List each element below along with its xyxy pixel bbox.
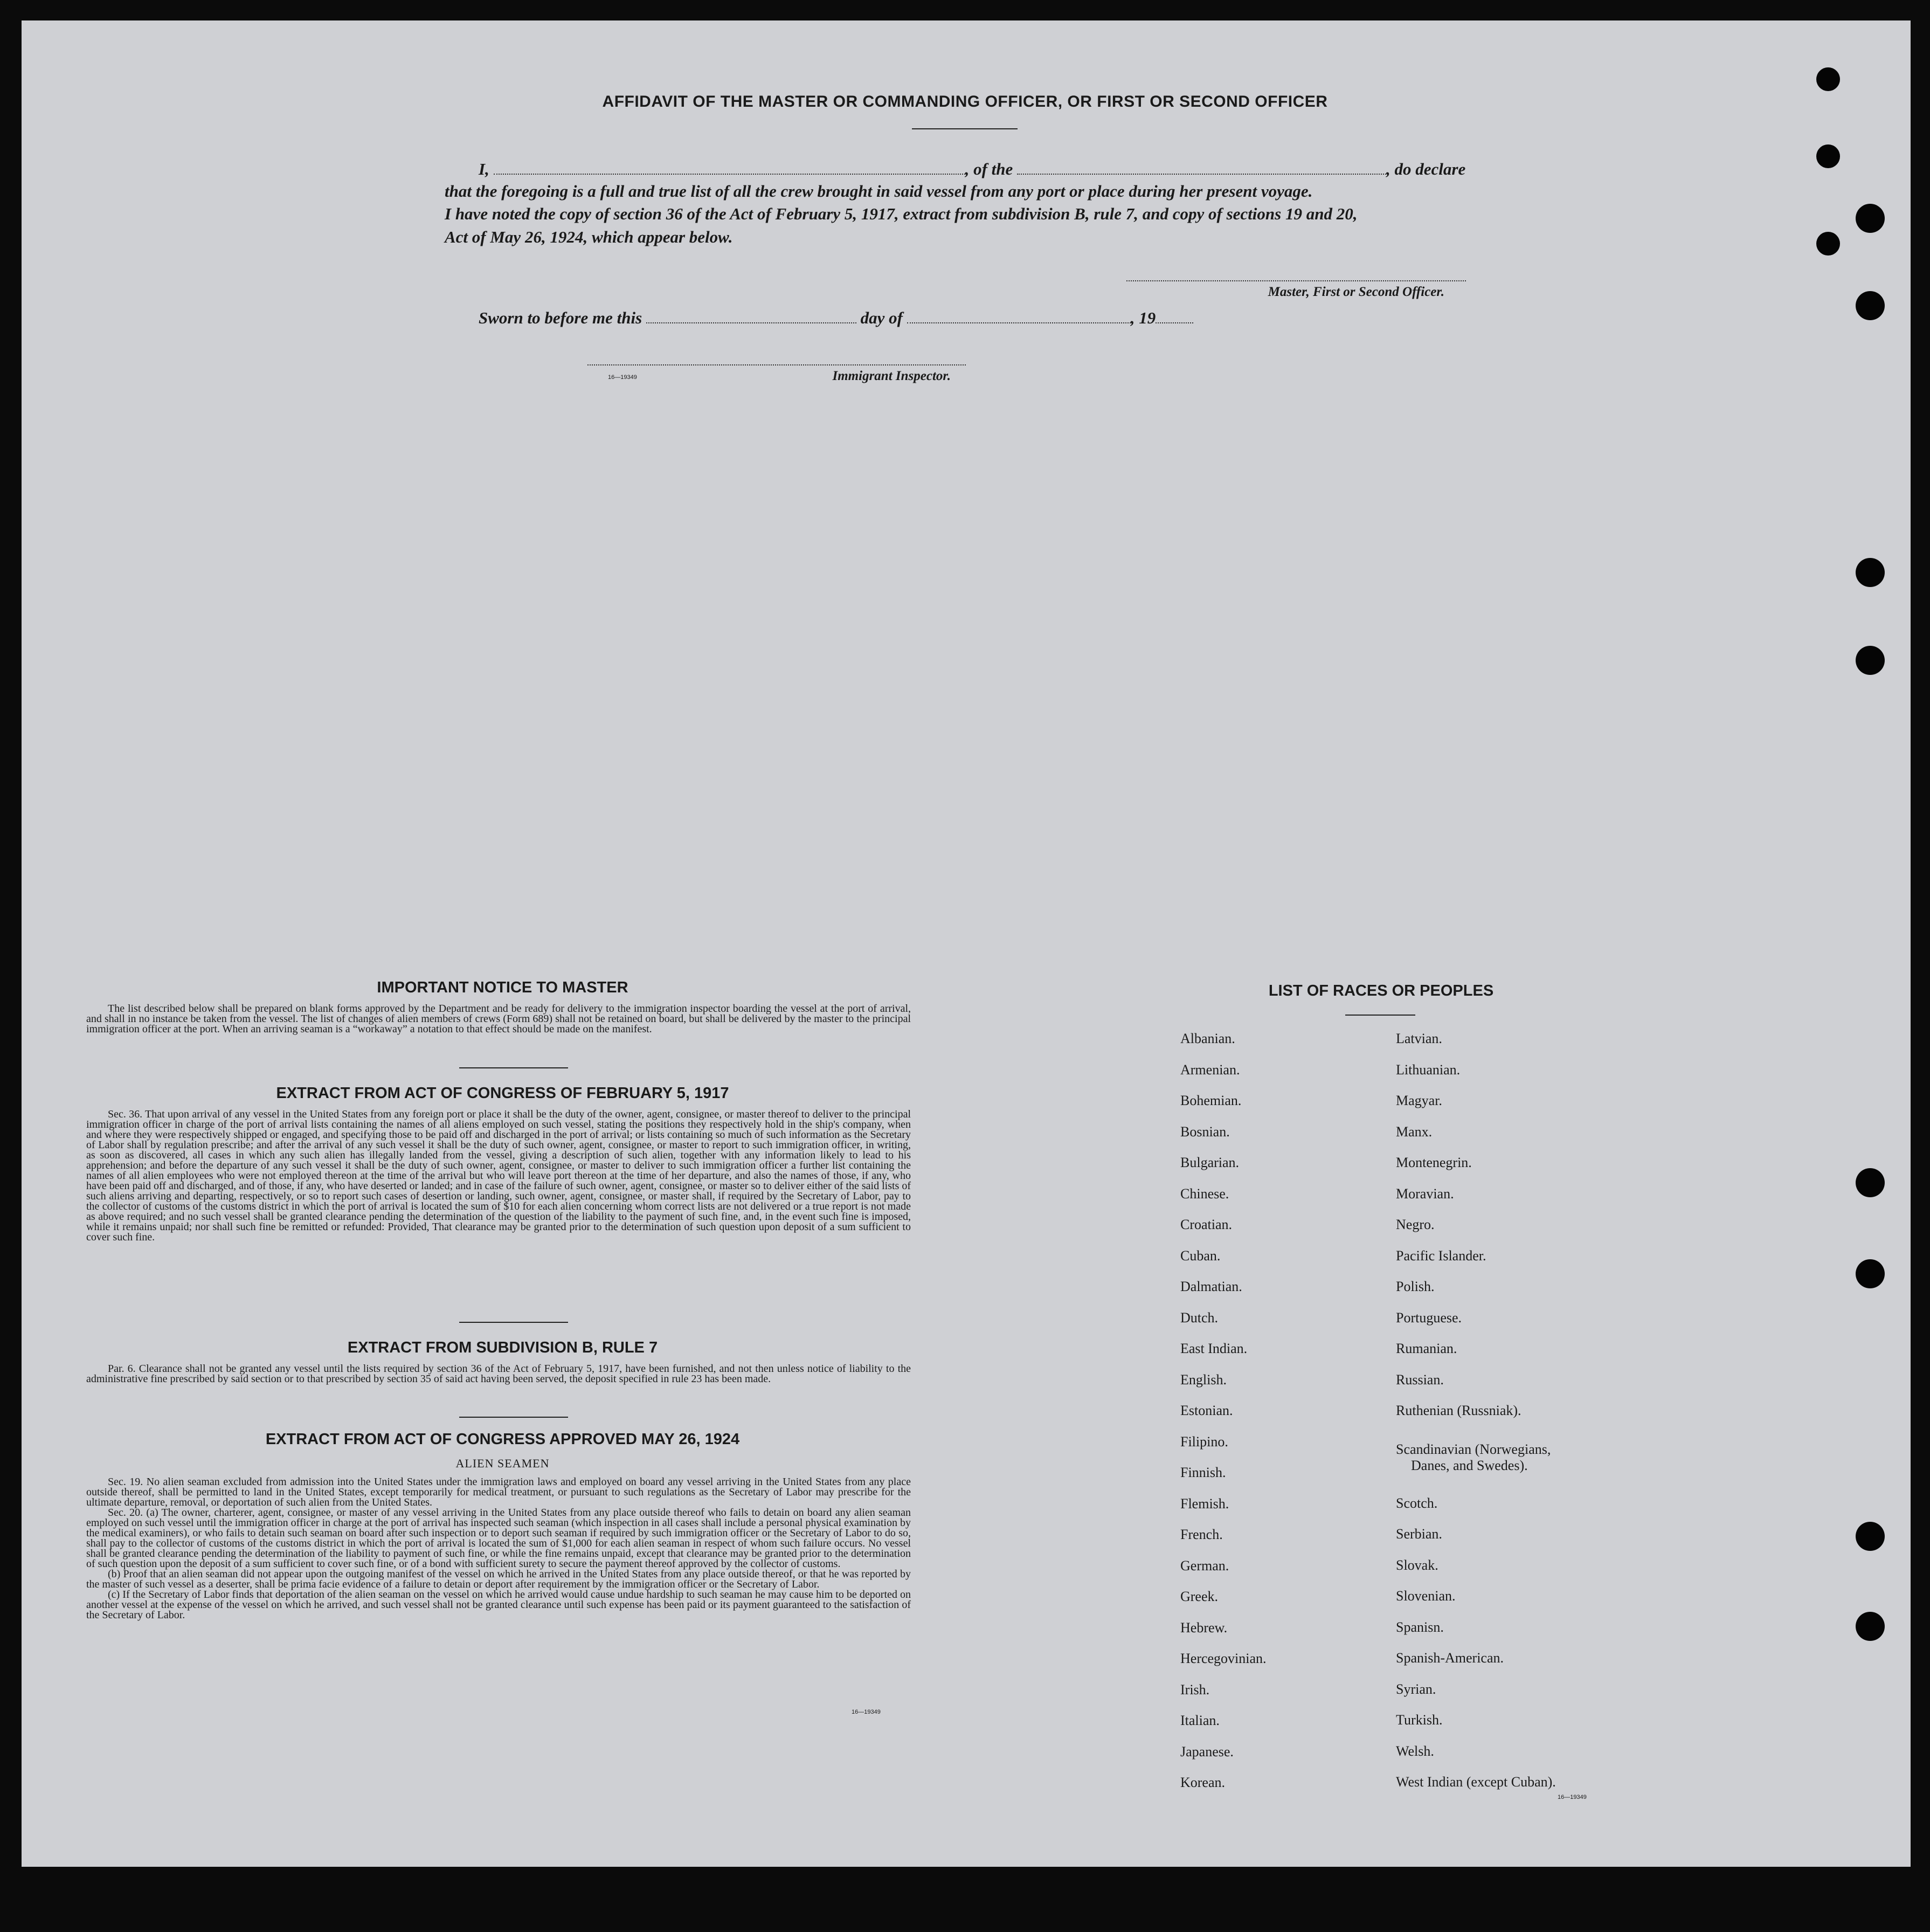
- extract-rule7-title: EXTRACT FROM SUBDIVISION B, RULE 7: [347, 1339, 658, 1356]
- extract-1917-paragraph: Sec. 36. That upon arrival of any vessel in the United States from any foreign port or place it shall be the duty of the owner, agent, consignee, or master thereof to deliver to the principal immigration officer in charge of the port of arrival lists containing the names of all aliens employed on such vessel, stating the positions they respectively hold in the ship's company, when and where they were respectively shipped or engaged, and specifying those to be paid off and discharged in the port of arrival; or lists containing so much of such information as the Secretary of Labor shall by regulation prescribe; and after the arrival of any such vessel it shall be the duty of such owner, agent, consignee, or master to report to such immigration officer, in writing, as soon as discovered, all cases in which any such alien has illegally landed from the vessel, giving a description of such alien, together with any information likely to lead to his apprehension; and before the departure of any such vessel it shall be the duty of such owner, agent, consignee, or master to deliver to such immigration officer a further list containing the names of all alien employees who were not employed thereon at the time of the arrival but who will leave port thereon at the time of her departure, and also the names of those, if any, who have been paid off and discharged, and of those, if any, who have deserted or landed; and in case of the failure of such owner, agent, consignee, or master so to deliver either of the said lists of such aliens arriving and departing, respectively, or so to report such cases of desertion or landing, such owner, agent, consignee, or master shall, if required by the Secretary of Labor, pay to the collector of customs of the customs district in which the port of arrival is located the sum of $10 for each alien concerning whom correct lists are not delivered or a true report is not made as above required; and no such vessel shall be granted clearance pending the determination of the question of the liability to the payment of such fine, and, in the event such fine is imposed, while it remains unpaid; nor shall such fine be remitted or refunded: Provided, That clearance may be granted prior to the determination of such question upon deposit of a sum sufficient to cover such fine.: [86, 1108, 911, 1243]
- race-item: Flemish.: [1180, 1495, 1229, 1512]
- notice-paragraph: The list described below shall be prepared on blank forms approved by the Department and be ready for delivery to the immigration inspector boarding the vessel at the port of arrival, and shall in no instance be taken from the vessel. The list of changes of alien members of crews (Form 689) shall not be retained on board, but shall be delivered by the master to the principal immigration officer at the port. When an arriving seaman is a “workaway” a notation to that effect should be made on the manifest.: [86, 1003, 911, 1035]
- punch-hole: [1856, 1259, 1885, 1288]
- race-item: Filipino.: [1180, 1433, 1228, 1450]
- section-19-paragraph: Sec. 19. No alien seaman excluded from admission into the United States under the immigration laws and employed on board any vessel arriving in the United States from any place outside thereof, shall be permitted to land in the United States, except temporarily for medical treatment, or pursuant to such regulations as the Secretary of Labor may prescribe for the ultimate departure, removal, or deportation of such alien from the United States.: [86, 1476, 911, 1508]
- extract-1917-text: [86, 1109, 911, 1243]
- section-20c-paragraph: (c) If the Secretary of Labor finds that deportation of the alien seaman on the vessel on which he arrived would cause undue hardship to such seaman he may cause him to be deported on another vessel at the expense of the vessel on which he arrived, and such vessel shall not be granted clearance until such expense has been paid or its payment guaranteed to the satisfaction of the Secretary of Labor.: [86, 1589, 911, 1621]
- extract-1924-title: EXTRACT FROM ACT OF CONGRESS APPROVED MAY 26, 1924: [265, 1431, 740, 1448]
- section-divider: [459, 1067, 568, 1068]
- punch-hole: [1816, 144, 1840, 168]
- race-item: Japanese.: [1180, 1743, 1234, 1760]
- race-item: Slovenian.: [1396, 1588, 1456, 1604]
- punch-hole: [1856, 204, 1885, 233]
- notice-title: IMPORTANT NOTICE TO MASTER: [377, 979, 628, 996]
- race-item: Estonian.: [1180, 1403, 1233, 1418]
- punch-hole: [1856, 646, 1885, 675]
- sworn-month-field[interactable]: [907, 310, 1131, 323]
- race-item: Finnish.: [1180, 1465, 1226, 1480]
- race-item: Dutch.: [1180, 1309, 1219, 1326]
- race-item: Armenian.: [1180, 1061, 1240, 1078]
- race-item: Rumanian.: [1396, 1341, 1457, 1356]
- race-item: Scotch.: [1396, 1495, 1438, 1511]
- section-20a-paragraph: Sec. 20. (a) The owner, charterer, agent, consignee, or master of any vessel arriving in the United States from any place outside thereof who fails to detain on board any alien seaman employed on such vessel until the immigration officer in charge at the port of arrival has inspected such seaman (which inspection in all cases shall include a personal physical examination by the medical examiners), or who fails to detain such seaman on board after such inspection or to deport such seaman if required by such immigration officer or the Secretary of Labor to do so, shall pay to the collector of customs of the customs district in which the port of arrival is located the sum of $1,000 for each alien seaman in respect of whom such failure occurs. No vessel shall be granted clearance pending the determination of the liability to payment of such fine, or while the fine remains unpaid, except that clearance may be granted prior to the determination of such question upon the deposit of a sum sufficient to cover such fine, or of a bond with sufficient surety to secure the payment thereof approved by the collector of customs.: [86, 1507, 911, 1570]
- race-item: Bosnian.: [1180, 1123, 1230, 1140]
- race-item: Danes, and Swedes).: [1411, 1457, 1528, 1473]
- race-item: Pacific Islander.: [1396, 1247, 1486, 1264]
- punch-hole: [1816, 67, 1840, 91]
- inspector-signature-label: Immigrant Inspector.: [832, 369, 951, 383]
- extract-rule7-paragraph: Par. 6. Clearance shall not be granted any vessel until the lists required by section 36 of the Act of February 5, 1917, have been furnished, and not then unless notice of liability to the administrative fine prescribed by said section or to that prescribed by section 35 of said act having been served, the deposit specified in rule 23 has been made.: [86, 1363, 911, 1385]
- race-item: English.: [1180, 1371, 1227, 1388]
- affidavit-title: AFFIDAVIT OF THE MASTER OR COMMANDING OFFICER, OR FIRST OR SECOND OFFICER: [602, 93, 1328, 111]
- race-item: West Indian (except Cuban).: [1396, 1774, 1556, 1790]
- punch-hole: [1856, 291, 1885, 320]
- race-item: Polish.: [1396, 1279, 1435, 1294]
- race-item: Lithuanian.: [1396, 1061, 1461, 1078]
- extract-form-number: 16—19349: [852, 1709, 881, 1715]
- race-item: Irish.: [1180, 1681, 1210, 1698]
- declaration-line-1: [479, 160, 1486, 179]
- race-item: French.: [1180, 1527, 1223, 1542]
- race-item: Greek.: [1180, 1589, 1219, 1604]
- punch-hole: [1816, 232, 1840, 256]
- declaration-line-2: that the foregoing is a full and true list of all the crew brought in said vessel from any port or place during her present voyage.: [445, 182, 1313, 201]
- race-item: Italian.: [1180, 1713, 1220, 1728]
- race-item: Portuguese.: [1396, 1309, 1462, 1326]
- race-item: Negro.: [1396, 1217, 1435, 1232]
- declaration-line-3: I have noted the copy of section 36 of the Act of February 5, 1917, extract from subdivision B, rule 7, and copy of sections 19 and 20,: [445, 204, 1358, 223]
- punch-hole: [1856, 558, 1885, 587]
- races-title: LIST OF RACES OR PEOPLES: [1268, 982, 1494, 999]
- affidavit-form-number: 16—19349: [608, 374, 637, 381]
- race-item: Welsh.: [1396, 1743, 1434, 1759]
- punch-hole: [1856, 1522, 1885, 1551]
- race-item: Montenegrin.: [1396, 1155, 1472, 1170]
- race-item: Scandinavian (Norwegians,: [1396, 1441, 1551, 1457]
- races-column-1: [1180, 1031, 1374, 1806]
- extract-1917-title: EXTRACT FROM ACT OF CONGRESS OF FEBRUARY 5, 1917: [276, 1085, 729, 1102]
- extract-1924-text: [86, 1477, 911, 1620]
- race-item: German.: [1180, 1557, 1229, 1574]
- sworn-prefix: Sworn to before me this: [479, 308, 642, 327]
- sworn-day-field[interactable]: [646, 310, 856, 323]
- race-item: Spanish-American.: [1396, 1650, 1504, 1666]
- race-item: Spanisn.: [1396, 1619, 1444, 1635]
- do-declare-label: , do declare: [1386, 160, 1466, 178]
- race-item: Magyar.: [1396, 1093, 1442, 1108]
- races-title-divider: [1345, 1015, 1415, 1016]
- race-item: Bohemian.: [1180, 1093, 1242, 1108]
- year-label: , 19: [1130, 308, 1156, 327]
- race-item: Serbian.: [1396, 1526, 1442, 1542]
- race-item: East Indian.: [1180, 1341, 1248, 1356]
- race-item: Korean.: [1180, 1775, 1226, 1790]
- of-the-label: , of the: [965, 160, 1013, 178]
- race-item: Turkish.: [1396, 1712, 1443, 1728]
- race-item: Moravian.: [1396, 1185, 1454, 1202]
- races-form-number: 16—19349: [1558, 1794, 1587, 1800]
- sworn-year-field[interactable]: [1156, 310, 1193, 323]
- race-item: Chinese.: [1180, 1185, 1229, 1202]
- vessel-name-field[interactable]: [1017, 162, 1386, 175]
- day-of-label: day of: [860, 308, 903, 327]
- declarant-prefix: I,: [479, 160, 489, 178]
- race-item: Syrian.: [1396, 1681, 1436, 1697]
- section-divider: [459, 1417, 568, 1418]
- declaration-line-4: Act of May 26, 1924, which appear below.: [445, 227, 733, 246]
- section-20b-paragraph: (b) Proof that an alien seaman did not appear upon the outgoing manifest of the vessel on which he arrived in the United States from any place outside thereof, or that he was reported by the master of such vessel as a deserter, shall be prima facie evidence of a failure to detain or deport after requirement by the immigration officer or the Secretary of Labor.: [86, 1568, 911, 1590]
- race-item: Croatian.: [1180, 1217, 1233, 1232]
- title-divider: [912, 128, 1018, 129]
- sworn-line: [479, 308, 1193, 328]
- race-item: Ruthenian (Russniak).: [1396, 1403, 1521, 1418]
- extract-1924-subtitle: ALIEN SEAMEN: [455, 1457, 550, 1470]
- race-item: Latvian.: [1396, 1031, 1442, 1046]
- race-item: Russian.: [1396, 1371, 1444, 1388]
- master-signature-label: Master, First or Second Officer.: [1268, 285, 1444, 299]
- race-item: Manx.: [1396, 1123, 1433, 1140]
- race-item: Hercegovinian.: [1180, 1651, 1267, 1666]
- declarant-name-field[interactable]: [494, 162, 965, 175]
- section-divider: [459, 1322, 568, 1323]
- race-item: Hebrew.: [1180, 1619, 1228, 1636]
- inspector-signature-line[interactable]: [587, 364, 966, 365]
- races-column-2: [1396, 1031, 1655, 1805]
- race-item: Bulgarian.: [1180, 1155, 1240, 1170]
- race-item: Slovak.: [1396, 1557, 1438, 1573]
- notice-text: [86, 1004, 911, 1034]
- master-signature-line[interactable]: [1126, 280, 1466, 281]
- punch-hole: [1856, 1612, 1885, 1641]
- race-item: Dalmatian.: [1180, 1279, 1242, 1294]
- punch-hole: [1856, 1168, 1885, 1197]
- race-item: Cuban.: [1180, 1247, 1221, 1264]
- race-item: Albanian.: [1180, 1031, 1235, 1046]
- extract-rule7-text: [86, 1364, 911, 1384]
